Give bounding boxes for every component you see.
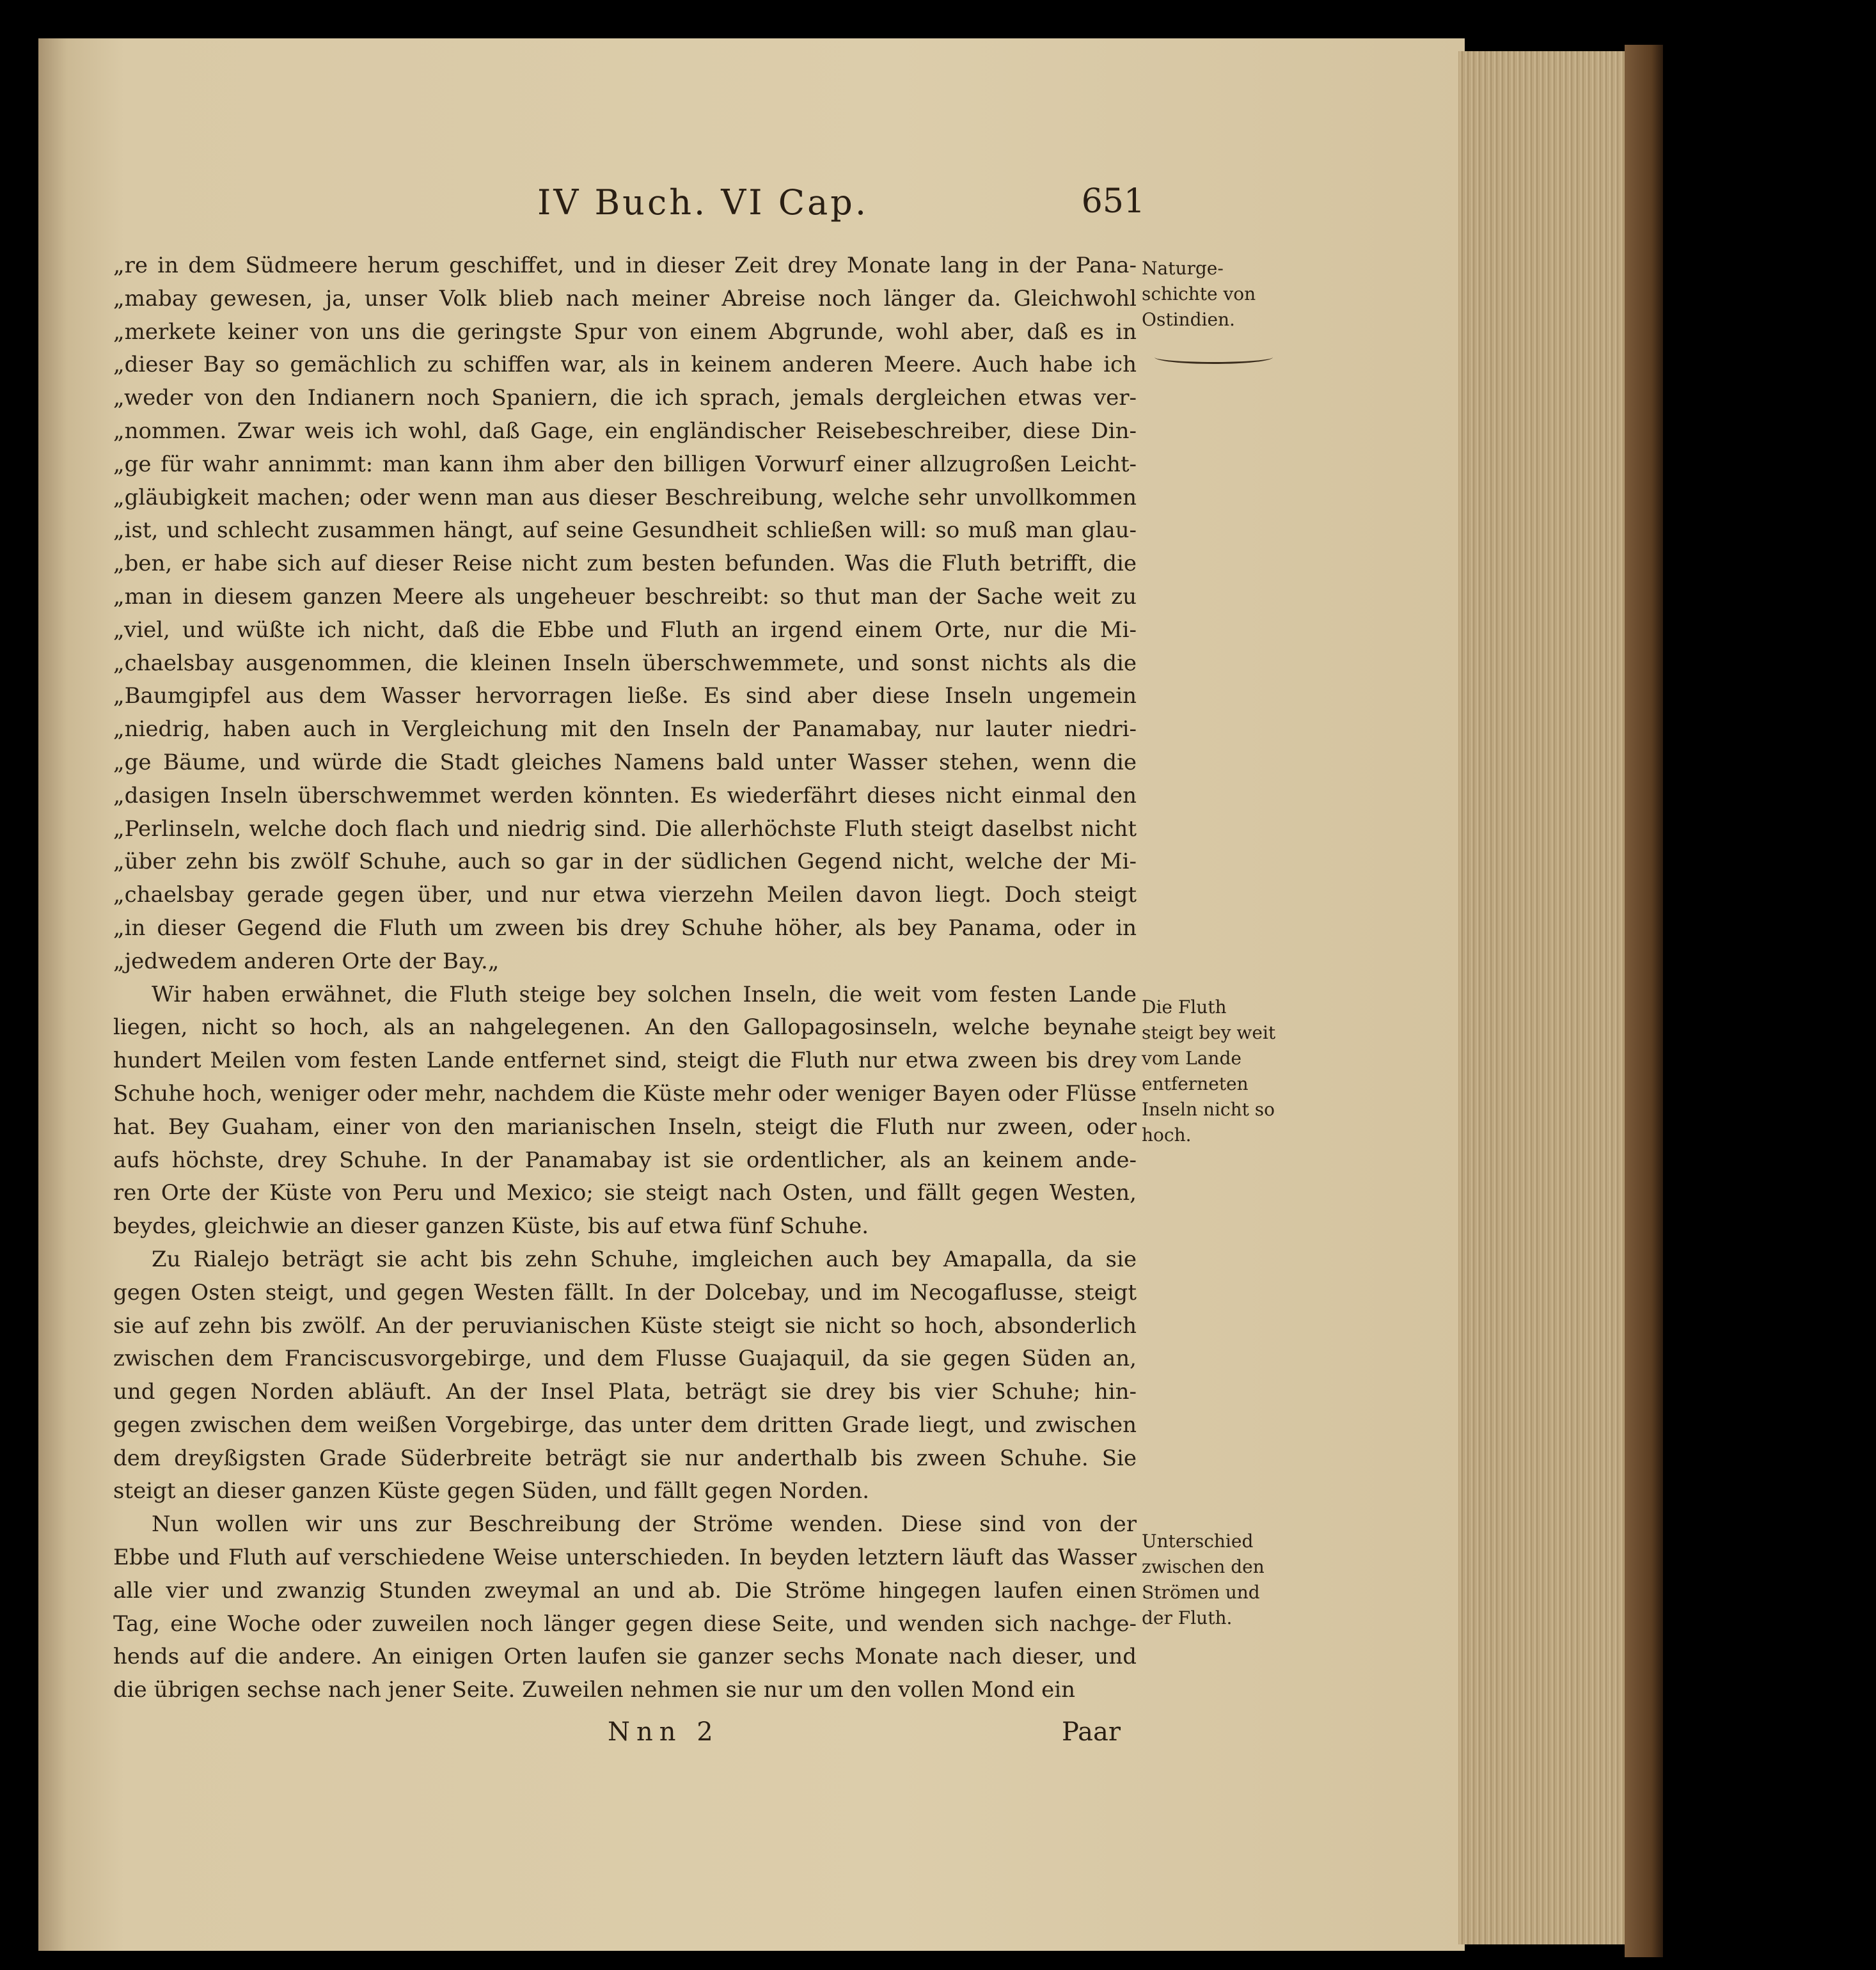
text-line: hends auf die andere. An einigen Orten laufen sie ganzer sechs Monate nach dieser, und: [113, 1644, 1137, 1670]
margin-note-line: Inseln nicht so: [1142, 1099, 1275, 1120]
text-line: hundert Meilen vom festen Lande entfernet sind, steigt die Fluth nur etwa zween bis drey: [113, 1048, 1137, 1074]
text-line: „mabay gewesen, ja, unser Volk blieb nach meiner Abreise noch länger da. Gleichwohl: [113, 285, 1137, 311]
text-line: „nommen. Zwar weis ich wohl, daß Gage, ein engländischer Reisebeschreiber, diese Din-: [113, 418, 1137, 444]
margin-note-line: Ostindien.: [1142, 309, 1235, 330]
text-line: dem dreyßigsten Grade Süderbreite beträgt sie nur anderthalb bis zween Schuhe. Sie: [113, 1445, 1137, 1471]
text-line: „Perlinseln, welche doch flach und niedrig sind. Die allerhöchste Fluth steigt daselbst nicht: [113, 816, 1137, 842]
text-line: Ebbe und Fluth auf verschiedene Weise unterschieden. In beyden letztern läuft das Wasser: [113, 1545, 1137, 1571]
margin-note-line: Strömen und: [1142, 1582, 1260, 1603]
text-line: liegen, nicht so hoch, als an nahgelegenen. An den Gallopagosinseln, welche beynahe: [113, 1014, 1137, 1041]
paragraph: [113, 249, 1137, 979]
paragraph: [113, 1243, 1137, 1508]
margin-note-2: [1142, 995, 1289, 1148]
text-line: Tag, eine Woche oder zuweilen noch länger gegen diese Seite, und wenden sich nachge-: [113, 1611, 1137, 1637]
text-line: „niedrig, haben auch in Vergleichung mit den Inseln der Panamabay, nur lauter niedri-: [113, 716, 1137, 743]
text-line: und gegen Norden abläuft. An der Insel Plata, beträgt sie drey bis vier Schuhe; hin-: [113, 1379, 1137, 1405]
paragraph: [113, 1508, 1137, 1707]
text-line: „chaelsbay ausgenommen, die kleinen Inseln überschwemmete, und sonst nichts als die: [113, 650, 1137, 676]
text-line: „viel, und wüßte ich nicht, daß die Ebbe und Fluth an irgend einem Orte, nur die Mi-: [113, 617, 1137, 643]
page-edges: [1458, 51, 1631, 1944]
margin-note-line: Naturge-: [1142, 258, 1224, 279]
book-cover-board: [1625, 45, 1663, 1957]
running-head: IV Buch. VI Cap.: [537, 182, 869, 223]
text-line: zwischen dem Franciscusvorgebirge, und dem Flusse Guajaquil, da sie gegen Süden an,: [113, 1346, 1137, 1372]
margin-note-1: [1142, 256, 1289, 333]
text-line: Wir haben erwähnet, die Fluth steige bey solchen Inseln, die weit vom festen Lande: [152, 981, 1137, 1007]
text-line: „dasigen Inseln überschwemmet werden könnten. Es wiederfährt dieses nicht einmal den: [113, 782, 1137, 808]
text-line: „merkete keiner von uns die geringste Spur von einem Abgrunde, wohl aber, daß es in: [113, 319, 1137, 345]
text-line: „ge für wahr annimmt: man kann ihm aber den billigen Vorwurf einer allzugroßen Leicht-: [113, 451, 1137, 477]
margin-note-line: Die Fluth: [1142, 997, 1227, 1018]
text-line: „ge Bäume, und würde die Stadt gleiches Namens bald unter Wasser stehen, wenn die: [113, 749, 1137, 775]
margin-note-3: [1142, 1529, 1289, 1631]
text-line: „gläubigkeit machen; oder wenn man aus dieser Beschreibung, welche sehr unvollkommen: [113, 484, 1137, 510]
body-text: [113, 249, 1137, 1707]
text-line: ren Orte der Küste von Peru und Mexico; sie steigt nach Osten, und fällt gegen Westen,: [113, 1180, 1137, 1206]
text-line: „man in diesem ganzen Meere als ungeheuer beschreibt: so thut man der Sache weit zu: [113, 583, 1137, 610]
text-line: „weder von den Indianern noch Spaniern, die ich sprach, jemals dergleichen etwas ver-: [113, 385, 1137, 411]
text-line: sie auf zehn bis zwölf. An der peruvianischen Küste steigt sie nicht so hoch, absonderlich: [113, 1312, 1137, 1339]
text-line: „jedwedem anderen Orte der Bay.„: [113, 948, 500, 974]
text-line: Schuhe hoch, weniger oder mehr, nachdem die Küste mehr oder weniger Bayen oder Flüsse: [113, 1080, 1137, 1107]
text-line: beydes, gleichwie an dieser ganzen Küste, bis auf etwa fünf Schuhe.: [113, 1213, 869, 1240]
text-line: „über zehn bis zwölf Schuhe, auch so gar in der südlichen Gegend nicht, welche der Mi-: [113, 849, 1137, 875]
signature-mark: Nnn 2: [608, 1717, 720, 1747]
margin-note-line: steigt bey weit: [1142, 1022, 1276, 1043]
text-line: hat. Bey Guaham, einer von den marianischen Inseln, steigt die Fluth nur zween, oder: [113, 1114, 1137, 1140]
margin-note-line: Unterschied: [1142, 1531, 1254, 1552]
catchword: Paar: [1062, 1717, 1121, 1747]
text-line: Zu Rialejo beträgt sie acht bis zehn Schuhe, imgleichen auch bey Amapalla, da sie: [152, 1246, 1137, 1272]
text-line: gegen zwischen dem weißen Vorgebirge, das unter dem dritten Grade liegt, und zwischen: [113, 1412, 1137, 1438]
margin-bracket: [1155, 351, 1273, 364]
margin-note-line: schichte von: [1142, 283, 1256, 304]
page-number: 651: [1081, 182, 1145, 221]
margin-note-line: der Fluth.: [1142, 1607, 1233, 1628]
paragraph: [113, 979, 1137, 1243]
text-line: alle vier und zwanzig Stunden zweymal an und ab. Die Ströme hingegen laufen einen: [113, 1577, 1137, 1604]
book-page: [38, 38, 1465, 1951]
text-line: „ist, und schlecht zusammen hängt, auf seine Gesundheit schließen will: so muß man glau-: [113, 517, 1137, 544]
text-line: die übrigen sechse nach jener Seite. Zuweilen nehmen sie nur um den vollen Mond ein: [113, 1677, 1076, 1703]
text-line: gegen Osten steigt, und gegen Westen fällt. In der Dolcebay, und im Necogaflusse, steigt: [113, 1279, 1137, 1305]
text-line: „chaelsbay gerade gegen über, und nur etwa vierzehn Meilen davon liegt. Doch steigt: [113, 882, 1137, 908]
margin-note-line: zwischen den: [1142, 1556, 1265, 1577]
text-line: „Baumgipfel aus dem Wasser hervorragen ließe. Es sind aber diese Inseln ungemein: [113, 683, 1137, 709]
text-line: „in dieser Gegend die Fluth um zween bis drey Schuhe höher, als bey Panama, oder in: [113, 915, 1137, 941]
page-header: [38, 182, 1145, 227]
text-line: steigt an dieser ganzen Küste gegen Süden, und fällt gegen Norden.: [113, 1478, 870, 1504]
text-line: „ben, er habe sich auf dieser Reise nicht zum besten befunden. Was die Fluth betrifft, die: [113, 551, 1137, 577]
text-line: Nun wollen wir uns zur Beschreibung der Ströme wenden. Diese sind von der: [152, 1511, 1137, 1538]
text-line: aufs höchste, drey Schuhe. In der Panamabay ist sie ordentlicher, als an keinem ande-: [113, 1147, 1137, 1173]
margin-note-line: vom Lande: [1142, 1048, 1241, 1069]
margin-note-line: hoch.: [1142, 1124, 1192, 1146]
text-line: „re in dem Südmeere herum geschiffet, und in dieser Zeit drey Monate lang in der Pana-: [113, 253, 1137, 278]
text-line: „dieser Bay so gemächlich zu schiffen war, als in keinem anderen Meere. Auch habe ich: [113, 352, 1137, 378]
margin-note-line: entferneten: [1142, 1073, 1249, 1094]
